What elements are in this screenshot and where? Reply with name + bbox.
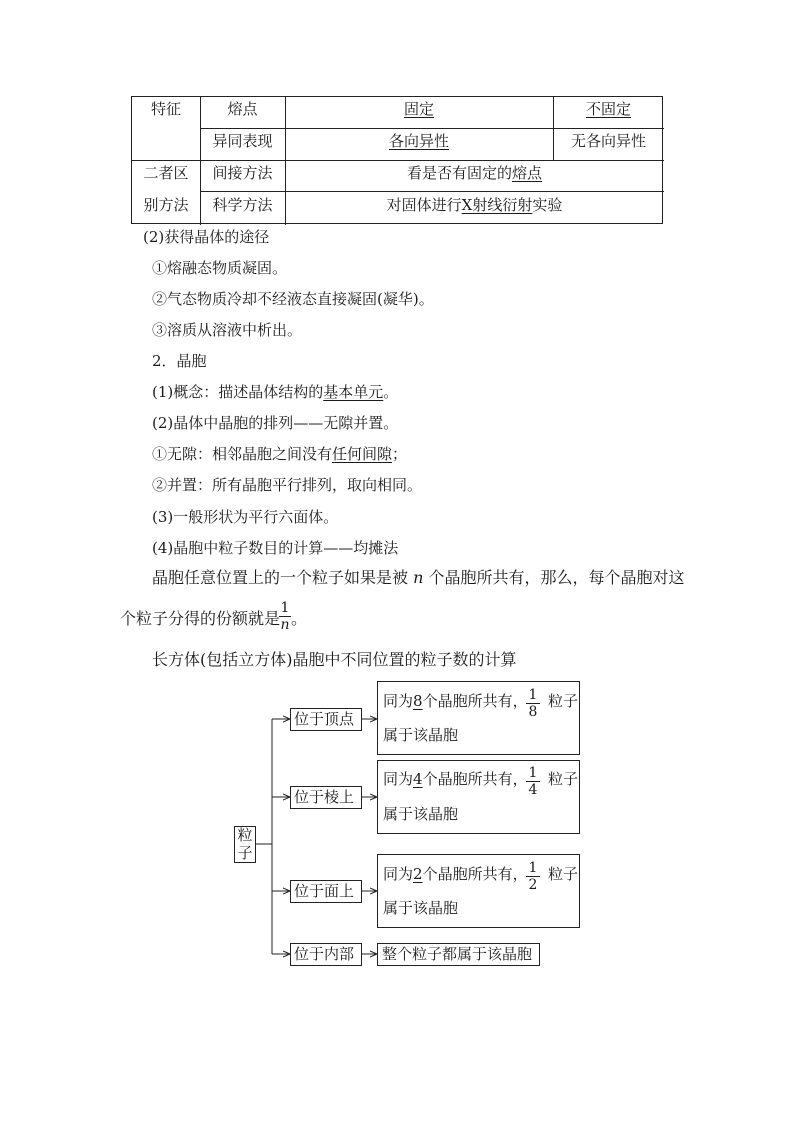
table-cell-indirect: 间接方法 (212, 164, 273, 182)
no-gap-line: ①无隙：相邻晶胞之间没有任何间隙； (152, 445, 408, 463)
result-face-line2: 属于该晶胞 (383, 899, 459, 917)
arrange-line: (2)晶体中晶胞的排列——无隙并置。 (152, 414, 399, 432)
branch-edge-label: 位于棱上 (294, 788, 355, 806)
parallel-line: ②并置：所有晶胞平行排列，取向相同。 (152, 476, 423, 494)
result-edge-tail: 粒子 (548, 770, 579, 788)
table-cell-scientific: 科学方法 (212, 196, 273, 214)
share-end: 。 (291, 609, 308, 628)
result-interior-text: 整个粒子都属于该晶胞 (382, 945, 533, 963)
diagram-root-label: 粒子 (237, 826, 253, 862)
result-edge-line2: 属于该晶胞 (383, 805, 459, 823)
table-cell-anisotropy: 各向异性 (388, 132, 449, 150)
table-cell-distinguish-2: 别方法 (143, 196, 189, 214)
table-cell-not-fixed: 不固定 (585, 100, 631, 118)
table-cell-indirect-desc: 看是否有固定的熔点 (406, 164, 543, 182)
fraction-one-eighth: 1 8 (526, 688, 540, 719)
share-line-2: 个粒子分得的份额就是 (120, 609, 281, 628)
branch-vertex-label: 位于顶点 (294, 710, 355, 728)
result-vertex-tail: 粒子 (548, 692, 579, 710)
result-face-tail: 粒子 (548, 865, 579, 883)
result-edge-line1: 同为4个晶胞所共有， (383, 770, 528, 788)
section-heading: 2．晶胞 (152, 352, 207, 370)
share-line-1: 晶胞任意位置上的一个粒子如果是被 n 个晶胞所共有，那么，每个晶胞对这 (152, 568, 685, 587)
table-cell-melting-point: 熔点 (227, 100, 258, 118)
fraction-denominator: n (280, 617, 290, 633)
list-item: ①熔融态物质凝固。 (152, 259, 288, 277)
result-vertex-line2: 属于该晶胞 (383, 726, 459, 744)
result-face-line1: 同为2个晶胞所共有， (383, 865, 528, 883)
cuboid-line: 长方体(包括立方体)晶胞中不同位置的粒子数的计算 (152, 650, 517, 669)
table-cell-fixed: 固定 (403, 100, 434, 118)
shape-line: (3)一般形状为平行六面体。 (152, 508, 339, 526)
table-cell-scientific-desc: 对固体进行X射线衍射实验 (386, 196, 563, 214)
list-item: ③溶质从溶液中析出。 (152, 321, 303, 339)
branch-face-label: 位于面上 (294, 882, 355, 900)
table-cell-feature: 特征 (150, 100, 181, 118)
concept-line: (1)概念：描述晶体结构的基本单元。 (152, 383, 399, 401)
count-line: (4)晶胞中粒子数目的计算——均摊法 (152, 539, 399, 557)
fraction-numerator: 1 (280, 600, 290, 616)
section-title: (2)获得晶体的途径 (143, 228, 270, 246)
result-vertex-line1: 同为8个晶胞所共有， (383, 692, 528, 710)
table-cell-performance: 异同表现 (212, 132, 273, 150)
table-cell-distinguish-1: 二者区 (143, 164, 189, 182)
fraction-one-fourth: 1 4 (526, 766, 540, 797)
branch-interior-label: 位于内部 (294, 945, 355, 963)
table-cell-isotropy: 无各向异性 (570, 132, 646, 150)
list-item: ②气态物质冷却不经液态直接凝固(凝华)。 (152, 290, 434, 308)
fraction-one-half: 1 2 (526, 861, 540, 892)
